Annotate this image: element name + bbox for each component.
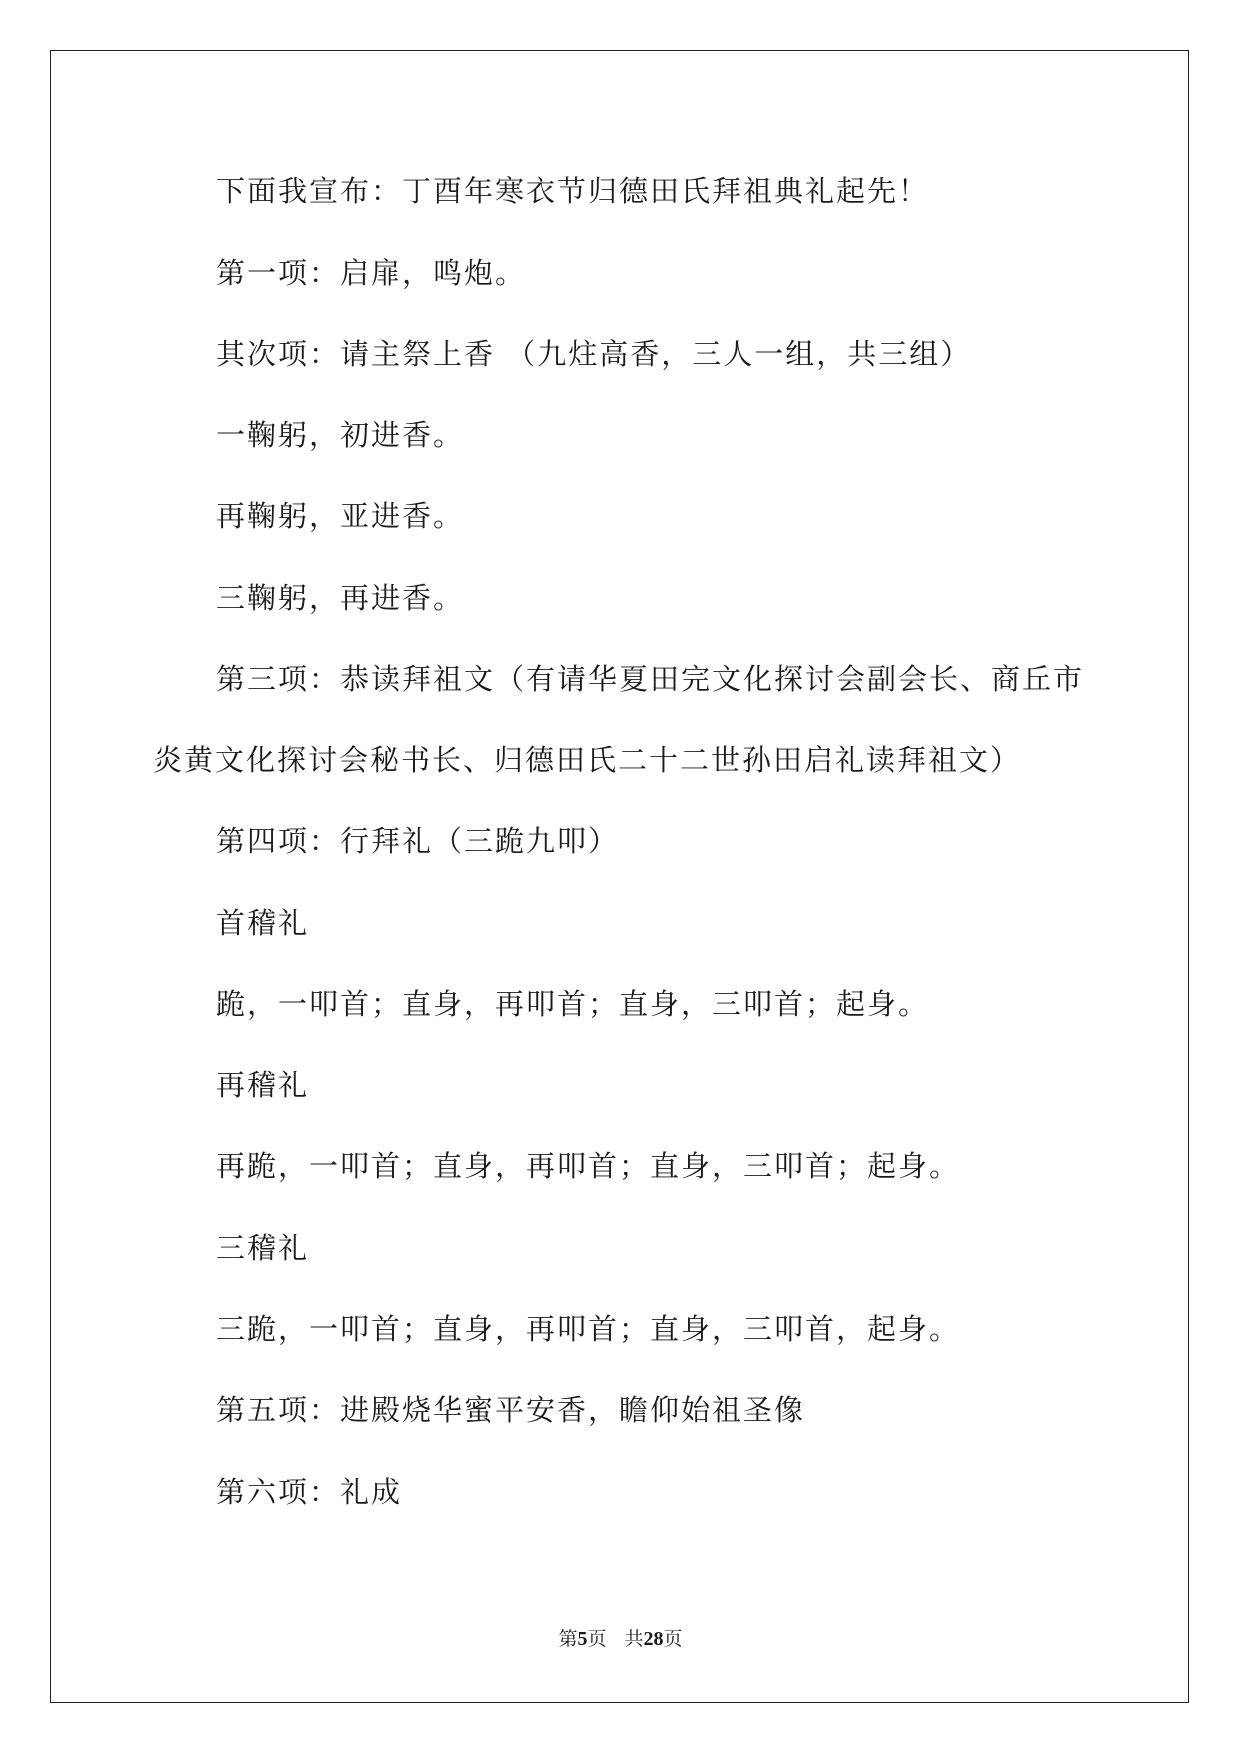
text-line: 第六项：礼成: [216, 1475, 403, 1509]
text-line: 第三项：恭读拜祖文（有请华夏田完文化探讨会副会长、商丘市: [216, 662, 1085, 696]
text-line: 下面我宣布：丁酉年寒衣节归德田氏拜祖典礼起先！: [216, 174, 930, 208]
total-label-prefix: 共: [624, 1628, 644, 1650]
text-line: 一鞠躬，初进香。: [216, 418, 465, 452]
text-line: 再鞠躬，亚进香。: [216, 499, 465, 533]
page-total: 28: [643, 1628, 664, 1650]
page-footer: [0, 1627, 1241, 1651]
text-line: 其次项：请主祭上香 （九炷高香，三人一组，共三组）: [216, 337, 972, 371]
page-label-prefix: 第: [558, 1628, 578, 1650]
total-label-suffix: 页: [663, 1628, 683, 1650]
text-line: 第一项：启扉，鸣炮。: [216, 256, 527, 290]
text-line: 第五项：进殿烧华蜜平安香，瞻仰始祖圣像: [216, 1393, 806, 1427]
page-current: 5: [577, 1628, 588, 1650]
page-label-mid: 页: [587, 1628, 607, 1650]
text-line: 炎黄文化探讨会秘书长、归德田氏二十二世孙田启礼读拜祖文）: [153, 743, 1022, 777]
text-line: 第四项：行拜礼（三跪九叩）: [216, 824, 620, 858]
text-line: 三稽礼: [216, 1231, 310, 1265]
text-line: 再跪，一叩首；直身，再叩首；直身，三叩首；起身。: [216, 1149, 961, 1183]
text-line: 再稽礼: [216, 1068, 310, 1102]
text-line: 首稽礼: [216, 906, 310, 940]
page-border: [50, 50, 1189, 1703]
text-line: 三跪，一叩首；直身，再叩首；直身，三叩首，起身。: [216, 1312, 961, 1346]
text-line: 跪，一叩首；直身，再叩首；直身，三叩首；起身。: [216, 987, 930, 1021]
text-line: 三鞠躬，再进香。: [216, 581, 465, 615]
